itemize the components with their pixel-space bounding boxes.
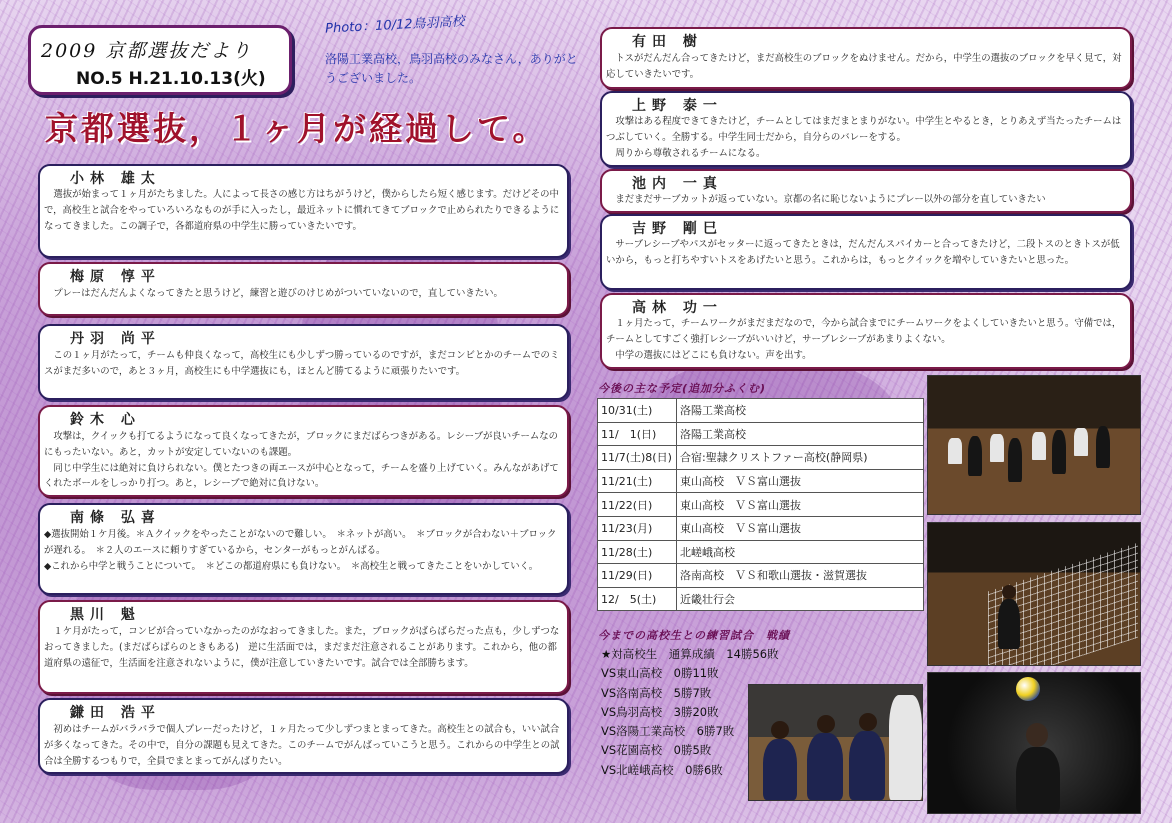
player-name: 池内 一真 bbox=[632, 176, 723, 192]
schedule-event: 東山高校 ＶＳ富山選抜 bbox=[677, 469, 924, 493]
table-row bbox=[598, 587, 924, 611]
list-item: VS北嵯峨高校 0勝6敗 bbox=[601, 762, 723, 777]
list-item: VS鳥羽高校 3勝20敗 bbox=[601, 704, 719, 719]
schedule-date: 11/29(日) bbox=[598, 564, 677, 588]
player-card bbox=[38, 164, 569, 258]
record-title: 今までの高校生との練習試合 戦績 bbox=[598, 629, 790, 642]
player-name: 上野 泰一 bbox=[632, 98, 723, 114]
schedule-event: 洛陽工業高校 bbox=[677, 422, 924, 446]
player-comment: まだまだサーブカットが返っていない。京都の名に恥じないようにプレー以外の部分を直していきたい bbox=[606, 194, 1046, 205]
schedule-date: 11/21(土) bbox=[598, 469, 677, 493]
player-card bbox=[600, 214, 1132, 290]
serve-photo bbox=[927, 672, 1141, 814]
schedule-date: 11/28(土) bbox=[598, 540, 677, 564]
list-item: VS花園高校 0勝5敗 bbox=[601, 743, 712, 758]
table-row bbox=[598, 540, 924, 564]
schedule-event: 東山高校 ＶＳ富山選抜 bbox=[677, 493, 924, 517]
player-name: 有田 樹 bbox=[632, 34, 703, 50]
player-name: 梅原 惇平 bbox=[70, 269, 161, 285]
player-comment: 攻撃は，クイックも打てるようになって良くなってきたが，ブロックにまだばらつきがある。レシーブが良いチームなのにもったいない。あと，カットが安定していないのも課題。 同じ中学生には絶対に負けられない。僕とたつきの両エースが中心となって，チームを盛り上げていく。みんながあげてくれたボールをしっかり打つ。あと，レシーブで絶対に負けない。 bbox=[44, 431, 559, 490]
schedule-event: 近畿壮行会 bbox=[677, 587, 924, 611]
player-card bbox=[38, 405, 569, 497]
table-row bbox=[598, 422, 924, 446]
player-comment: １ヶ月たって，チームワークがまだまだなので，今から試合までにチームワークをよくしていきたいと思う。守備では，チームとしてすごく強打レシーブがいいけど，サーブレシーブがあまりよくない。 中学の選抜にはどこにも負けない。声を出す。 bbox=[606, 318, 1122, 361]
player-name: 丹羽 尚平 bbox=[70, 331, 161, 347]
list-item: VS東山高校 0勝11敗 bbox=[601, 666, 719, 681]
issue-number: NO.5 H.21.10.13(火) bbox=[76, 69, 266, 89]
table-row bbox=[598, 516, 924, 540]
schedule-table bbox=[597, 398, 924, 611]
player-card bbox=[600, 91, 1132, 167]
schedule-date: 11/22(日) bbox=[598, 493, 677, 517]
player-comment: トスがだんだん合ってきたけど，まだ高校生のブロックをぬけません。だから，中学生の選抜のブロックを早く見て，対応していきたいです。 bbox=[606, 53, 1122, 80]
player-comment: 攻撃はある程度できてきたけど，チームとしてはまだまとまりがない。中学生とやるとき，とりあえず当たったチームはつぶしていく。全勝する。中学生同士だから，自分らのバレーをする。 周りから尊敬されるチームになる。 bbox=[606, 116, 1122, 159]
team-practice-photo bbox=[927, 375, 1141, 515]
schedule-event: 東山高校 ＶＳ富山選抜 bbox=[677, 516, 924, 540]
player-card bbox=[38, 698, 569, 774]
player-name: 高林 功一 bbox=[632, 300, 723, 316]
schedule-date: 11/7(土)8(日) bbox=[598, 446, 677, 470]
schedule-date: 11/23(月) bbox=[598, 516, 677, 540]
player-card bbox=[38, 503, 569, 595]
table-row bbox=[598, 399, 924, 423]
player-card bbox=[38, 324, 569, 400]
schedule-date: 10/31(土) bbox=[598, 399, 677, 423]
players-photo bbox=[748, 684, 923, 801]
spike-photo bbox=[927, 522, 1141, 666]
player-comment: 選抜が始まって１ヶ月がたちました。人によって長さの感じ方はちがうけど，僕からしたら短く感じます。だけどその中で，高校生と試合をやっていろいろなものが手に入ったし，最近ネットに慣れてきてブロックで止められたりできるようになってきました。この調子で，各都道府県の中学生に勝っていきたいです。 bbox=[44, 189, 560, 232]
player-comment: プレーはだんだんよくなってきたと思うけど，練習と遊びのけじめがついていないので，直していきたい。 bbox=[44, 288, 503, 299]
player-comment: この１ヶ月がたって，チームも仲良くなって，高校生にも少しずつ勝っているのですが，まだコンビとかのチームでのミスがまだ多いので，あと３ヶ月，高校生にも中学選抜にも，ほとんど勝てるように頑張りたいです。 bbox=[44, 350, 560, 377]
player-comment: １ケ月がたって，コンビが合っていなかったのがなおってきました。また，ブロックがばらばらだった点も，少しずつなおってきました。(まだばらばらのときもある) 逆に生活面では，まだまだ注意されることがあります。これから，他の都道府県の遠征で，生活面を注意されないように，僕が注意していきたいです。試合では全部勝ちます。 bbox=[44, 626, 560, 669]
table-row bbox=[598, 564, 924, 588]
player-comment: ◆選抜開始１ケ月後。＊Ａクイックをやったことがないので難しい。 ＊ネットが高い。 ＊ブロックが合わない＋ブロックが遅れる。 ＊２人のエースに頼りすぎているから，センターがもっとがんばる。 ◆これから中学と戦うことについて。 ＊どこの都道府県にも負けない。 ＊高校生と戦ってきたことをいかしていく。 bbox=[44, 529, 557, 572]
schedule-event: 合宿:聖隷クリストファー高校(静岡県) bbox=[677, 446, 924, 470]
schedule-date: 11/ 1(日) bbox=[598, 422, 677, 446]
list-item: VS洛南高校 5勝7敗 bbox=[601, 685, 712, 700]
player-card bbox=[600, 293, 1132, 369]
table-row bbox=[598, 493, 924, 517]
player-comment: 初めはチームがバラバラで個人プレーだったけど，１ヶ月たって少しずつまとまってきた。高校生との試合も，いい試合が多くなってきた。その中で，自分の課題も見えてきた。このチームでがんばっていこうと思う。これからの中学生との試合は全勝するつもりで，全員でまとまってがんばりたい。 bbox=[44, 724, 560, 767]
player-name: 吉野 剛巳 bbox=[632, 221, 723, 237]
player-name: 南條 弘喜 bbox=[70, 510, 161, 526]
table-row bbox=[598, 446, 924, 470]
headline: 京都選抜，１ヶ月が経過して。 bbox=[45, 109, 549, 148]
schedule-event: 北嵯峨高校 bbox=[677, 540, 924, 564]
newsletter-title-box bbox=[28, 25, 292, 95]
photo-caption: Photo：10/12鳥羽高校 bbox=[324, 14, 465, 37]
player-card bbox=[600, 27, 1132, 89]
newsletter-title: 2009 京都選抜だより bbox=[41, 40, 253, 62]
player-card bbox=[600, 169, 1132, 213]
schedule-date: 12/ 5(土) bbox=[598, 587, 677, 611]
schedule-title: 今後の主な予定(追加分ふくむ) bbox=[598, 382, 767, 395]
player-name: 小林 雄太 bbox=[70, 171, 161, 187]
schedule-event: 洛陽工業高校 bbox=[677, 399, 924, 423]
schedule-event: 洛南高校 ＶＳ和歌山選抜・滋賀選抜 bbox=[677, 564, 924, 588]
player-name: 黒川 魁 bbox=[70, 607, 141, 623]
player-card bbox=[38, 262, 569, 316]
player-name: 鎌田 浩平 bbox=[70, 705, 161, 721]
list-item: VS洛陽工業高校 6勝7敗 bbox=[601, 724, 735, 739]
thanks-message: 洛陽工業高校，鳥羽高校のみなさん，ありがとうございました。 bbox=[325, 52, 578, 85]
table-row bbox=[598, 469, 924, 493]
player-card bbox=[38, 600, 569, 694]
player-comment: サーブレシーブやパスがセッターに返ってきたときは，だんだんスパイカーと合ってきたけど，二段トスのときトスが低いから，もっと打ちやすいトスをあげたいと思う。これからは，もっとクイックを増やしていきたいと思った。 bbox=[606, 239, 1120, 266]
player-name: 鈴木 心 bbox=[70, 412, 141, 428]
list-item: ★対高校生 通算成績 14勝56敗 bbox=[601, 647, 779, 661]
